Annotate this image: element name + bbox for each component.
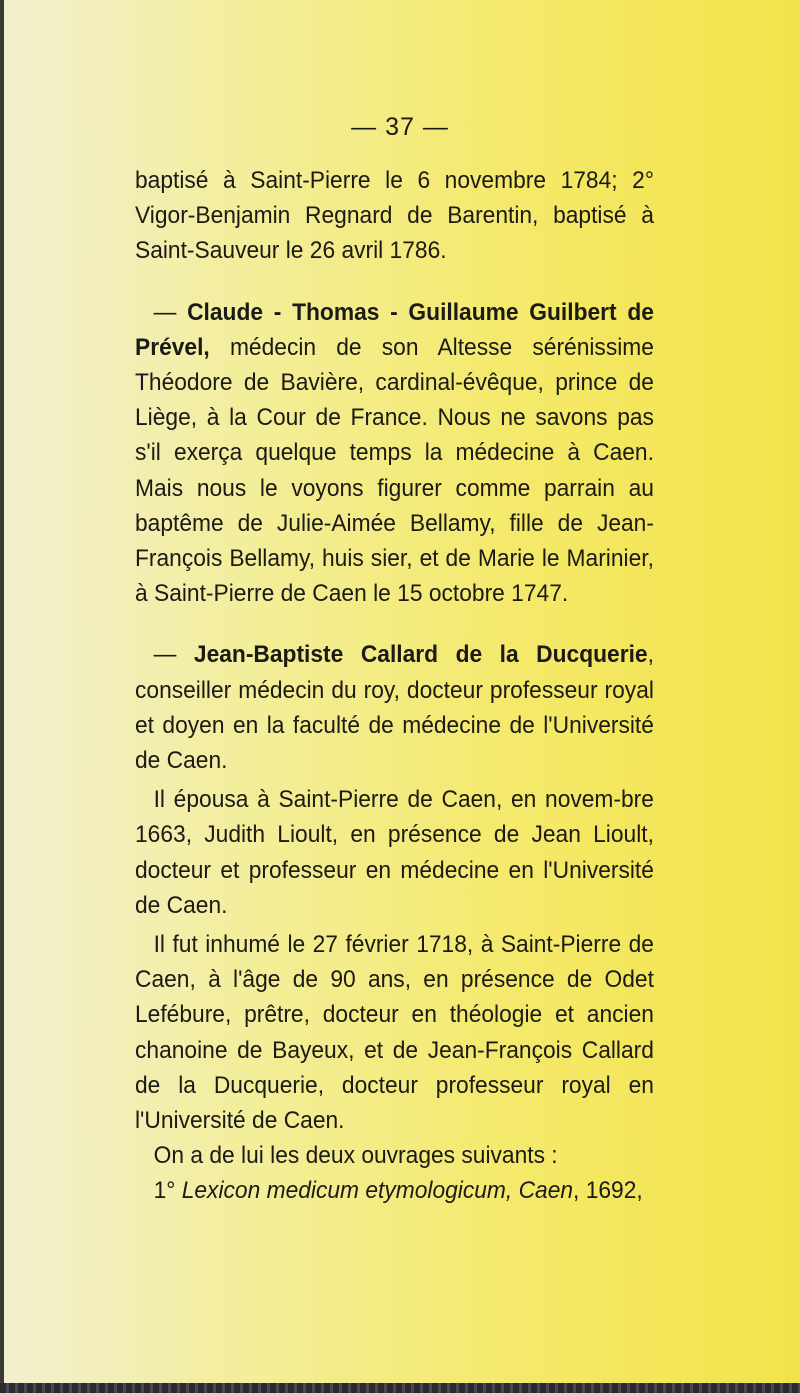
entry-callard-text: , conseiller médecin du roy, docteur professeur royal et doyen en la faculté de médecine de l'Université de Caen. <box>135 641 654 775</box>
work-item-1 <box>135 1173 654 1208</box>
person-name-guilbert: Claude - Thomas - Guillaume Guilbert de Prével, <box>135 298 654 361</box>
page-number: — 37 — <box>351 113 449 141</box>
entry-guilbert <box>135 295 654 612</box>
page-edge <box>0 0 4 1393</box>
dash: — <box>153 641 194 669</box>
entry-callard <box>135 637 654 778</box>
work-number: 1° <box>153 1177 182 1205</box>
spacer <box>135 611 654 637</box>
spacer <box>135 269 654 295</box>
work-date: , 1692, <box>573 1177 643 1205</box>
body-text <box>135 163 654 1209</box>
person-name-callard: Jean-Baptiste Callard de la Ducquerie <box>193 641 648 669</box>
work-title: Lexicon medicum etymologicum, Caen <box>181 1177 574 1205</box>
paragraph-works: On a de lui les deux ouvrages suivants : <box>153 1142 558 1170</box>
paragraph-burial: Il fut inhumé le 27 février 1718, à Saint-Pierre de Caen, à l'âge de 90 ans, en présence de Odet Lefébure, prêtre, docteur en théologie et ancien chanoine de Bayeux, et de Jean-François Callard de la Ducquerie, docteur professeur royal en l'Université de Caen. <box>135 931 654 1135</box>
paragraph-marriage: Il épousa à Saint-Pierre de Caen, en novem-bre 1663, Judith Lioult, en présence de Jean Lioult, docteur et professeur en médecine en l'Université de Caen. <box>135 786 654 919</box>
entry-guilbert-text: médecin de son Altesse sérénissime Théodore de Bavière, cardinal-évêque, prince de Liège, à la Cour de France. Nous ne savons pas s'il exerça quelque temps la médecine à Caen. Mais nous le voyons figurer comme parrain au baptême de Julie-Aimée Bellamy, fille de Jean-François Bellamy, huis sier, et de Marie le Marinier, à Saint-Pierre de Caen le 15 octobre 1747. <box>135 333 654 608</box>
dash: — <box>153 298 188 326</box>
scan-edge-band <box>0 1383 800 1393</box>
paragraph-baptism: baptisé à Saint-Pierre le 6 novembre 1784; 2° Vigor-Benjamin Regnard de Barentin, baptisé à Saint-Sauveur le 26 avril 1786. <box>135 167 654 265</box>
